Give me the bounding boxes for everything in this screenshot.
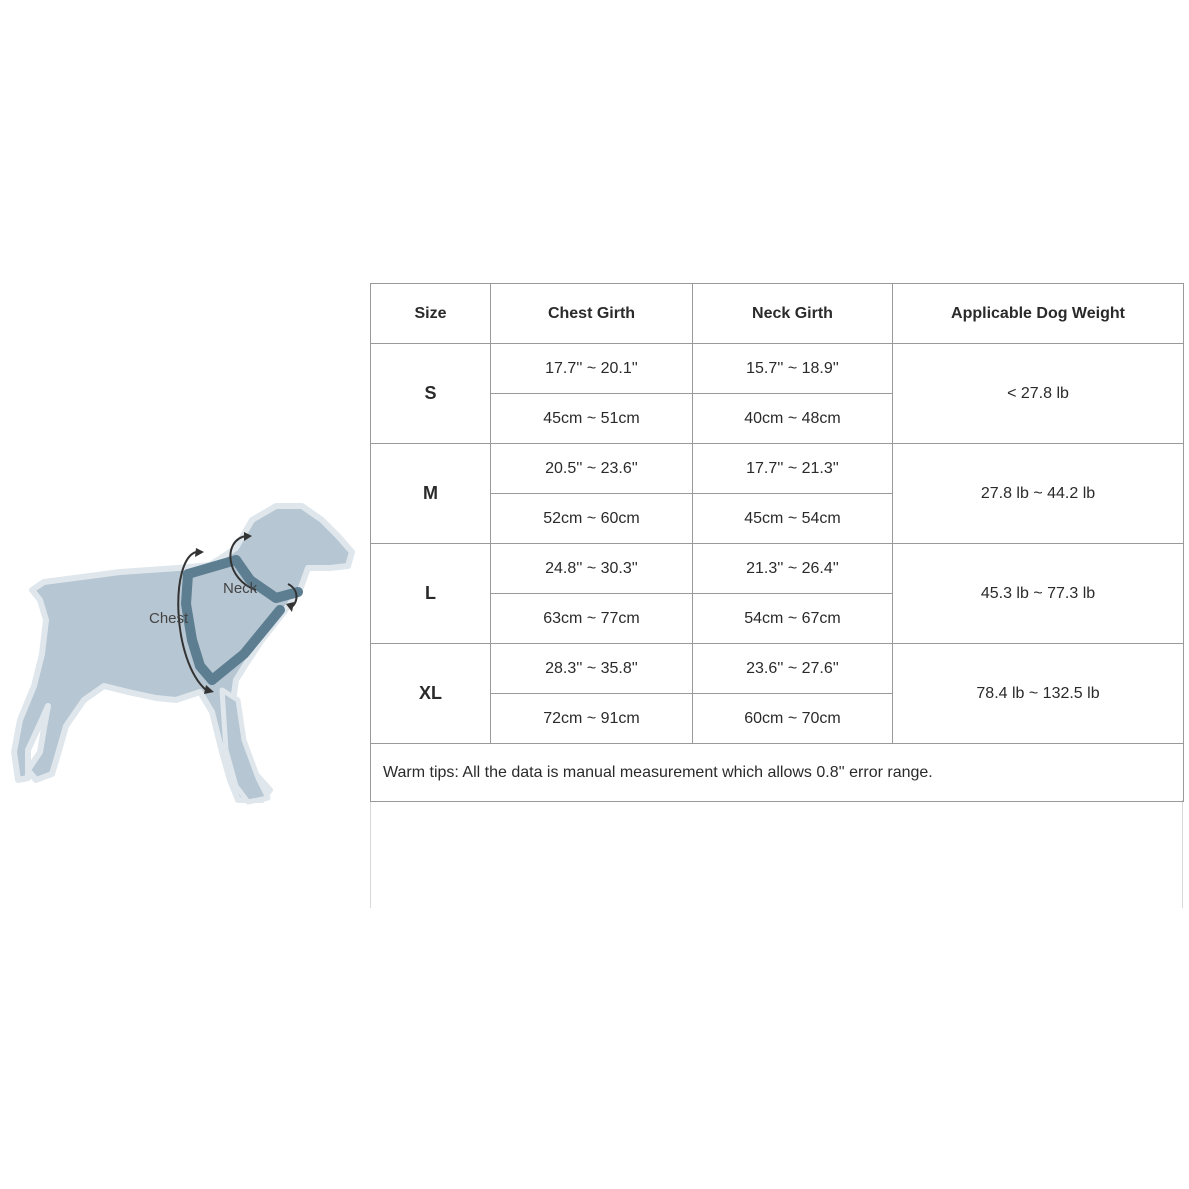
weight-cell: 27.8 lb ~ 44.2 lb (893, 444, 1184, 544)
table-row (371, 544, 1184, 594)
neck-label: Neck (223, 580, 258, 597)
neck-inches-cell: 21.3'' ~ 26.4'' (693, 544, 893, 594)
table-header-row (371, 284, 1184, 344)
chest-inches-cell: 20.5'' ~ 23.6'' (491, 444, 693, 494)
neck-inches-cell: 15.7'' ~ 18.9'' (693, 344, 893, 394)
table-row (371, 644, 1184, 694)
neck-cm-cell: 45cm ~ 54cm (693, 494, 893, 544)
chest-cm-cell: 52cm ~ 60cm (491, 494, 693, 544)
chest-inches-cell: 17.7'' ~ 20.1'' (491, 344, 693, 394)
neck-cm-cell: 40cm ~ 48cm (693, 394, 893, 444)
header-chest-girth: Chest Girth (491, 284, 693, 344)
size-chart-table (370, 283, 1184, 802)
table-row (371, 344, 1184, 394)
header-size: Size (371, 284, 491, 344)
table-row (371, 444, 1184, 494)
size-cell: M (371, 444, 491, 544)
divider (370, 800, 371, 908)
warm-tips: Warm tips: All the data is manual measurement which allows 0.8'' error range. (371, 744, 1184, 802)
chest-inches-cell: 24.8'' ~ 30.3'' (491, 544, 693, 594)
size-cell: S (371, 344, 491, 444)
neck-cm-cell: 60cm ~ 70cm (693, 694, 893, 744)
weight-cell: < 27.8 lb (893, 344, 1184, 444)
dog-silhouette (14, 506, 352, 800)
weight-cell: 45.3 lb ~ 77.3 lb (893, 544, 1184, 644)
tips-row (371, 744, 1184, 802)
header-dog-weight: Applicable Dog Weight (893, 284, 1184, 344)
neck-inches-cell: 17.7'' ~ 21.3'' (693, 444, 893, 494)
neck-inches-cell: 23.6'' ~ 27.6'' (693, 644, 893, 694)
size-cell: L (371, 544, 491, 644)
chest-inches-cell: 28.3'' ~ 35.8'' (491, 644, 693, 694)
chest-label: Chest (149, 610, 189, 627)
dog-harness-illustration (0, 488, 368, 818)
divider (1182, 800, 1183, 908)
chest-cm-cell: 45cm ~ 51cm (491, 394, 693, 444)
size-cell: XL (371, 644, 491, 744)
chest-cm-cell: 63cm ~ 77cm (491, 594, 693, 644)
weight-cell: 78.4 lb ~ 132.5 lb (893, 644, 1184, 744)
neck-cm-cell: 54cm ~ 67cm (693, 594, 893, 644)
header-neck-girth: Neck Girth (693, 284, 893, 344)
chest-cm-cell: 72cm ~ 91cm (491, 694, 693, 744)
